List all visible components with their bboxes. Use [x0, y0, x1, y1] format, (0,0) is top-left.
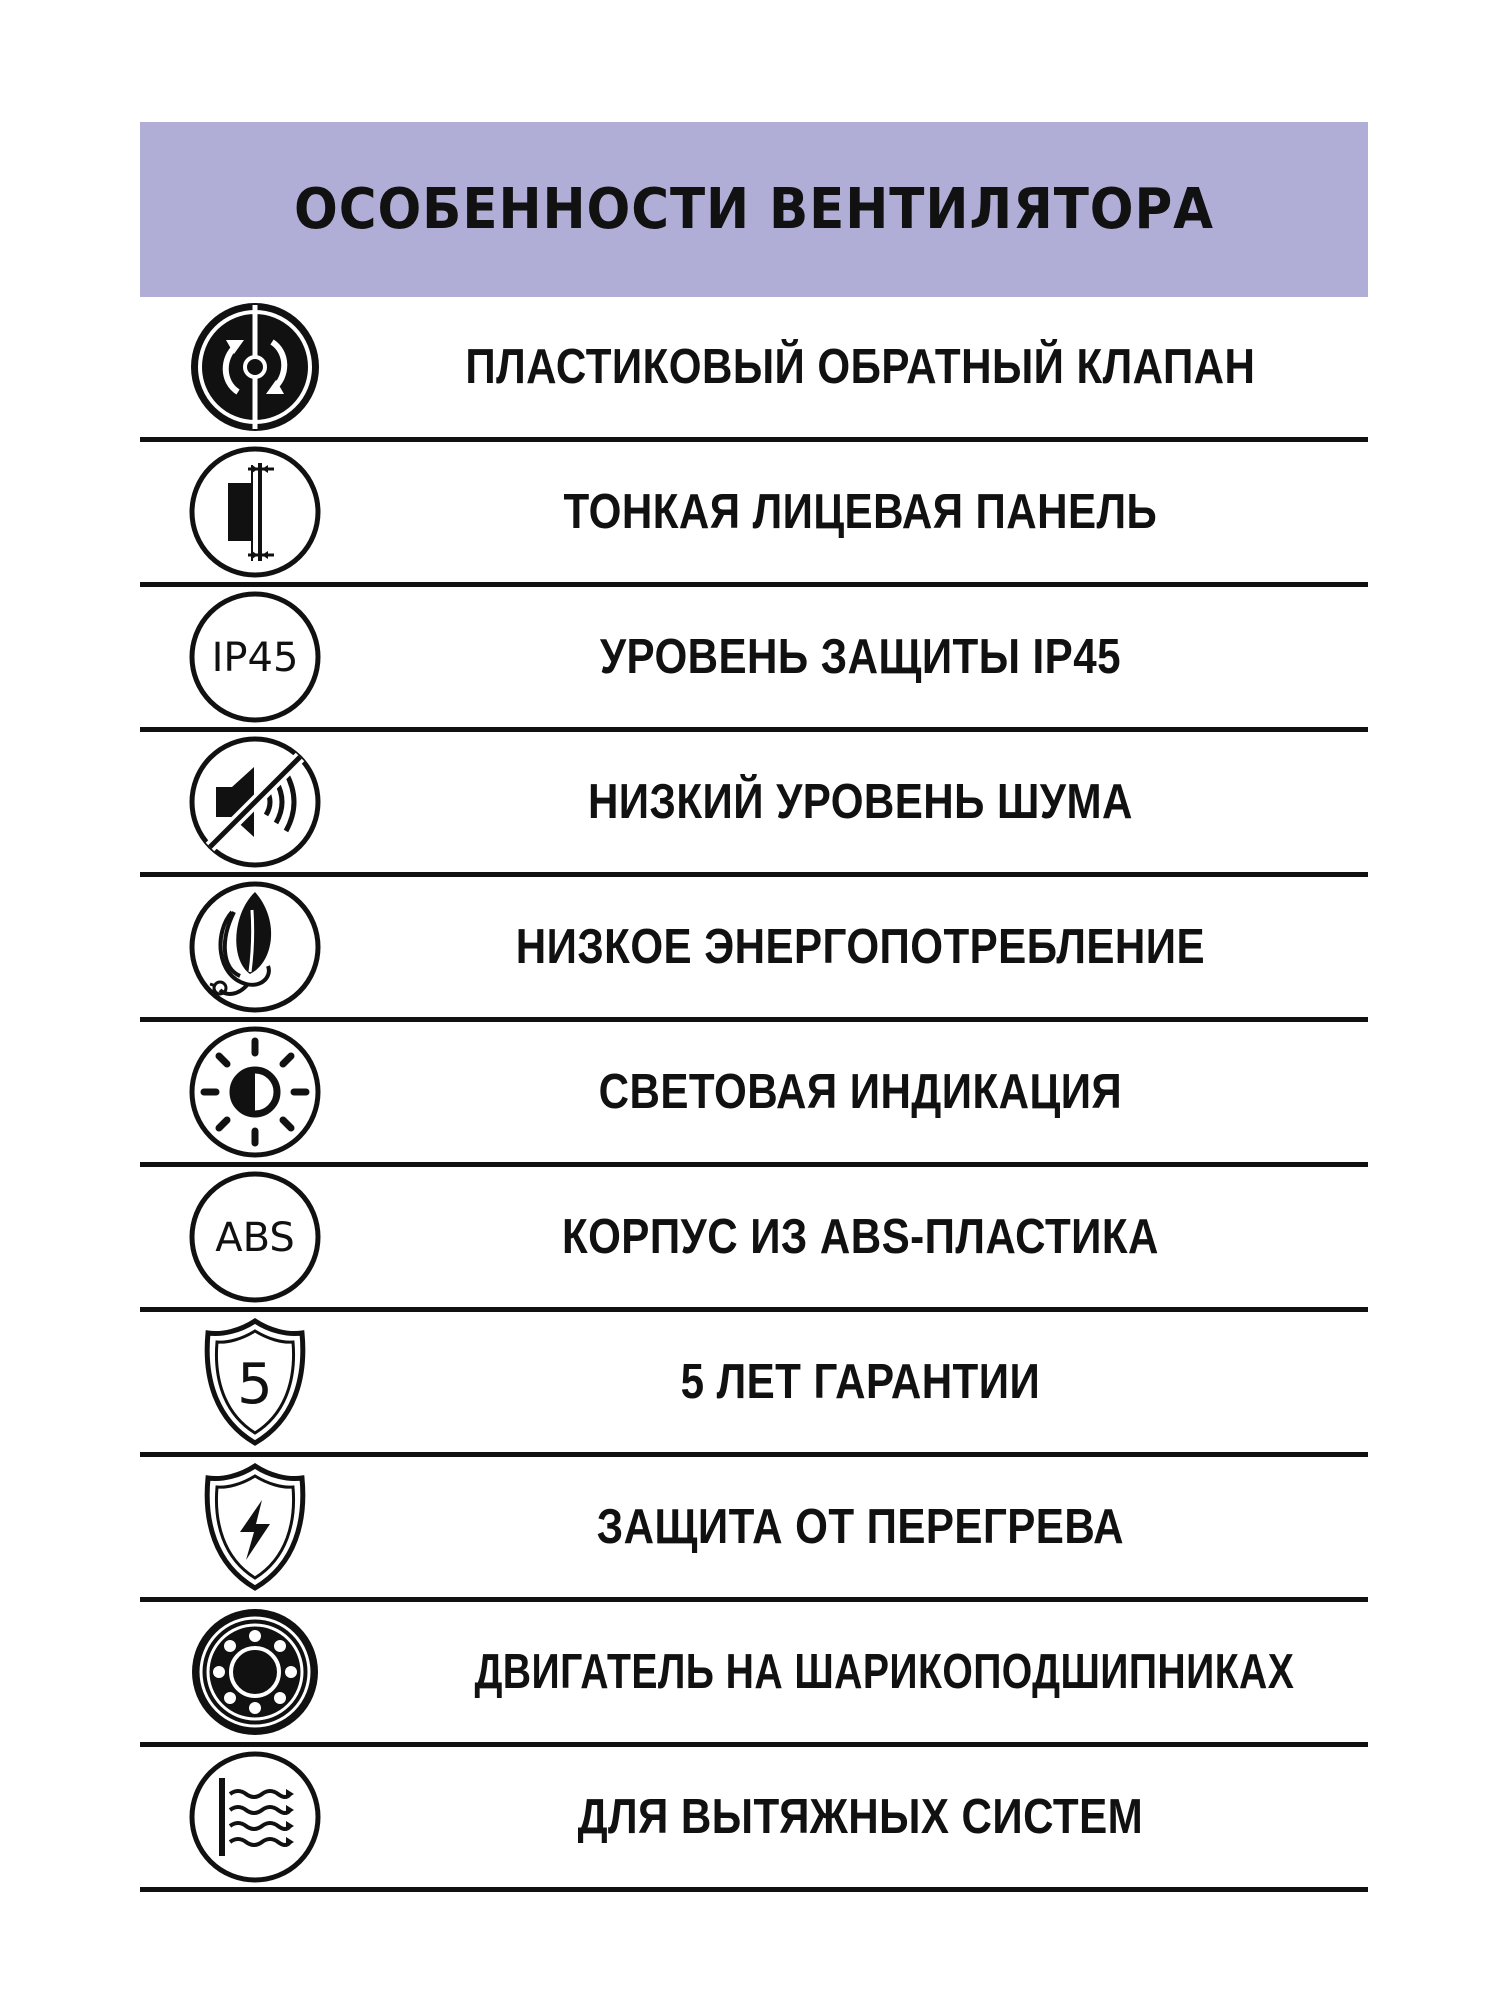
overheat-shield-icon: [140, 1457, 370, 1597]
feature-label: ТОНКАЯ ЛИЦЕВАЯ ПАНЕЛЬ: [563, 485, 1158, 539]
feature-label: 5 ЛЕТ ГАРАНТИИ: [680, 1355, 1041, 1409]
feature-row: [140, 1312, 1368, 1457]
feature-label: ПЛАСТИКОВЫЙ ОБРАТНЫЙ КЛАПАН: [465, 340, 1256, 394]
feature-label: НИЗКИЙ УРОВЕНЬ ШУМА: [587, 775, 1133, 829]
feature-label: УРОВЕНЬ ЗАЩИТЫ IP45: [599, 630, 1121, 684]
low-noise-icon: [140, 732, 370, 872]
ip45-icon-text: IP45: [211, 635, 299, 681]
feature-row: [140, 1167, 1368, 1312]
warranty-shield-icon: [140, 1312, 370, 1452]
feature-row: [140, 297, 1368, 442]
eco-leaf-icon: [140, 877, 370, 1017]
feature-row: [140, 1022, 1368, 1167]
features-sheet: [140, 122, 1368, 1892]
feature-label: КОРПУС ИЗ ABS-ПЛАСТИКА: [561, 1210, 1159, 1264]
warranty-icon-text: 5: [237, 1352, 273, 1417]
check-valve-icon: [140, 297, 370, 437]
light-indicator-icon: [140, 1022, 370, 1162]
ip45-icon: [140, 587, 370, 727]
feature-row: [140, 1747, 1368, 1892]
feature-label: ЗАЩИТА ОТ ПЕРЕГРЕВА: [596, 1500, 1124, 1554]
feature-row: [140, 1602, 1368, 1747]
page-title: ОСОБЕННОСТИ ВЕНТИЛЯТОРА: [294, 177, 1214, 242]
feature-row: [140, 732, 1368, 877]
ball-bearing-icon: [140, 1602, 370, 1742]
abs-icon-text: ABS: [215, 1215, 295, 1261]
feature-row: [140, 587, 1368, 732]
exhaust-airflow-icon: [140, 1747, 370, 1887]
abs-plastic-icon: [140, 1167, 370, 1307]
feature-row: [140, 1457, 1368, 1602]
feature-label: ДВИГАТЕЛЬ НА ШАРИКОПОДШИПНИКАХ: [474, 1645, 1295, 1699]
feature-row: [140, 877, 1368, 1022]
header-banner: [140, 122, 1368, 297]
feature-label: СВЕТОВАЯ ИНДИКАЦИЯ: [598, 1065, 1123, 1119]
feature-label: ДЛЯ ВЫТЯЖНЫХ СИСТЕМ: [577, 1790, 1144, 1844]
feature-row: [140, 442, 1368, 587]
feature-label: НИЗКОЕ ЭНЕРГОПОТРЕБЛЕНИЕ: [515, 920, 1206, 974]
thin-panel-icon: [140, 442, 370, 582]
